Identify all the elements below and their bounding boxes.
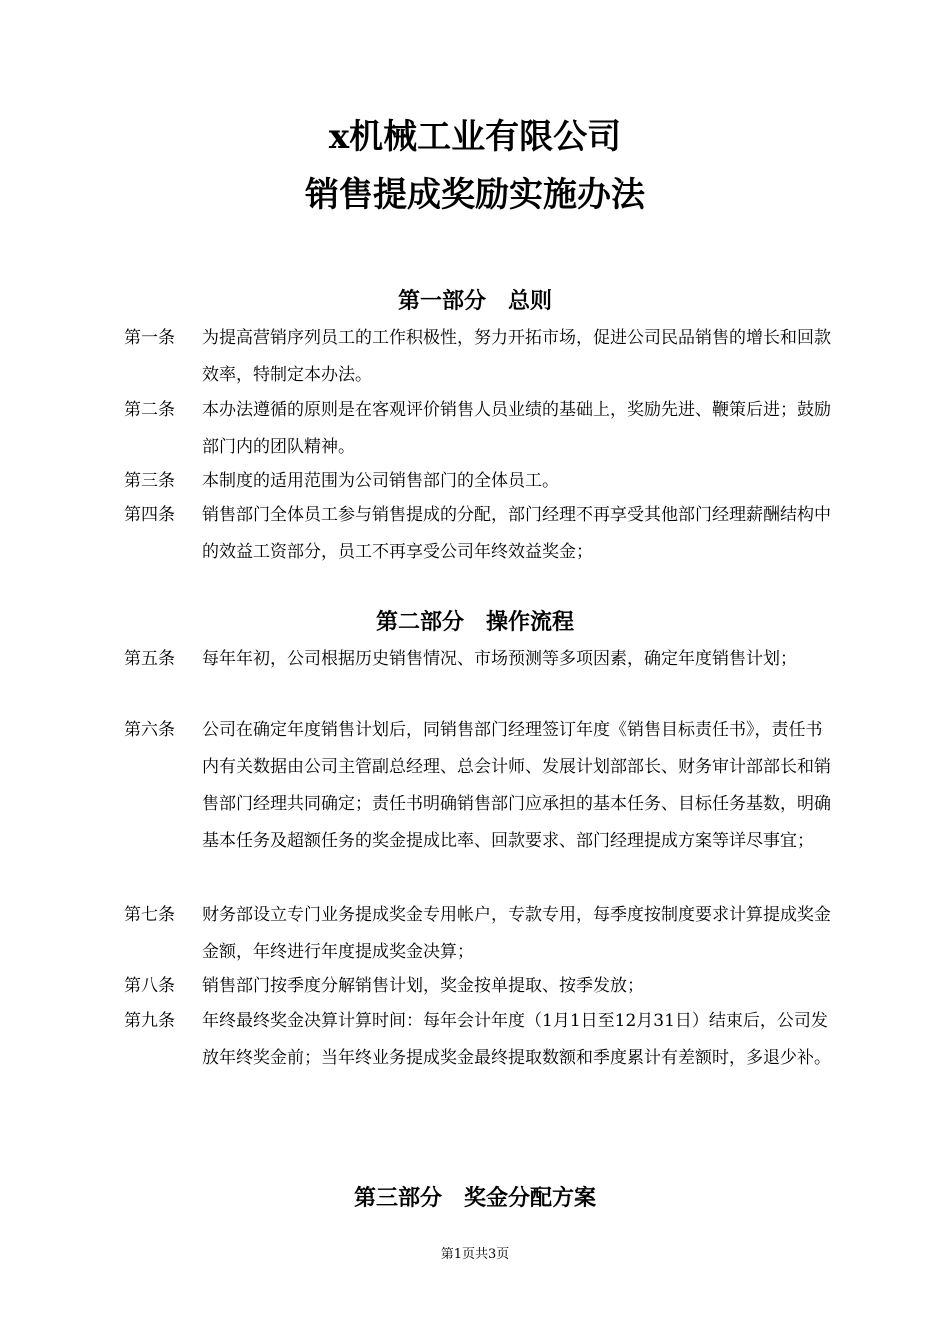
- article-4: [124, 497, 834, 571]
- article-1: [124, 320, 834, 394]
- article-6: [124, 712, 834, 860]
- article-text: 财务部设立专门业务提成奖金专用帐户，专款专用，每季度按制度要求计算提成奖金金额，年终进行年度提成奖金决算；: [202, 905, 831, 962]
- document-title-company: x机械工业有限公司: [328, 117, 622, 157]
- article-text: 本办法遵循的原则是在客观评价销售人员业绩的基础上，奖励先进、鞭策后进；鼓励部门内的团队精神。: [202, 400, 831, 457]
- article-7: [124, 897, 834, 971]
- article-text: 销售部门按季度分解销售计划，奖金按单提取、按季发放；: [202, 976, 644, 996]
- article-8: [124, 968, 834, 1005]
- article-text: 每年年初，公司根据历史销售情况、市场预测等多项因素，确定年度销售计划；: [202, 649, 797, 669]
- article-2: [124, 392, 834, 466]
- article-number: 第六条: [124, 720, 175, 740]
- section-heading-procedure: 第二部分 操作流程: [375, 609, 574, 635]
- article-number: 第一条: [124, 328, 175, 348]
- article-number: 第二条: [124, 400, 175, 420]
- article-text: 年终最终奖金决算计算时间：每年会计年度（1月1日至12月31日）结束后，公司发放年终奖金前；当年终业务提成奖金最终提取数额和季度累计有差额时，多退少补。: [202, 1011, 831, 1068]
- article-number: 第五条: [124, 649, 175, 669]
- article-9: [124, 1003, 834, 1077]
- article-text: 为提高营销序列员工的工作积极性，努力开拓市场，促进公司民品销售的增长和回款效率，特制定本办法。: [202, 328, 831, 385]
- page-number-footer: 第1页共3页: [440, 1247, 510, 1262]
- article-3: [124, 463, 834, 500]
- article-number: 第三条: [124, 471, 175, 491]
- article-number: 第九条: [124, 1011, 175, 1031]
- article-number: 第七条: [124, 905, 175, 925]
- section-heading-bonus-allocation: 第三部分 奖金分配方案: [353, 1185, 596, 1211]
- article-text: 公司在确定年度销售计划后，同销售部门经理签订年度《销售目标责任书》，责任书内有关数据由公司主管副总经理、总会计师、发展计划部部长、财务审计部部长和销售部门经理共同确定；责任书明确销售部门应承担的基本任务、目标任务基数，明确基本任务及超额任务的奖金提成比率、回款要求、部门经理提成方案等详尽事宜；: [202, 720, 831, 851]
- article-text: 销售部门全体员工参与销售提成的分配，部门经理不再享受其他部门经理薪酬结构中的效益工资部分，员工不再享受公司年终效益奖金；: [202, 505, 831, 562]
- article-text: 本制度的适用范围为公司销售部门的全体员工。: [202, 471, 559, 491]
- article-5: [124, 641, 834, 678]
- article-number: 第八条: [124, 976, 175, 996]
- article-number: 第四条: [124, 505, 175, 525]
- section-heading-general: 第一部分 总则: [397, 288, 552, 314]
- document-title-subject: 销售提成奖励实施办法: [305, 175, 645, 215]
